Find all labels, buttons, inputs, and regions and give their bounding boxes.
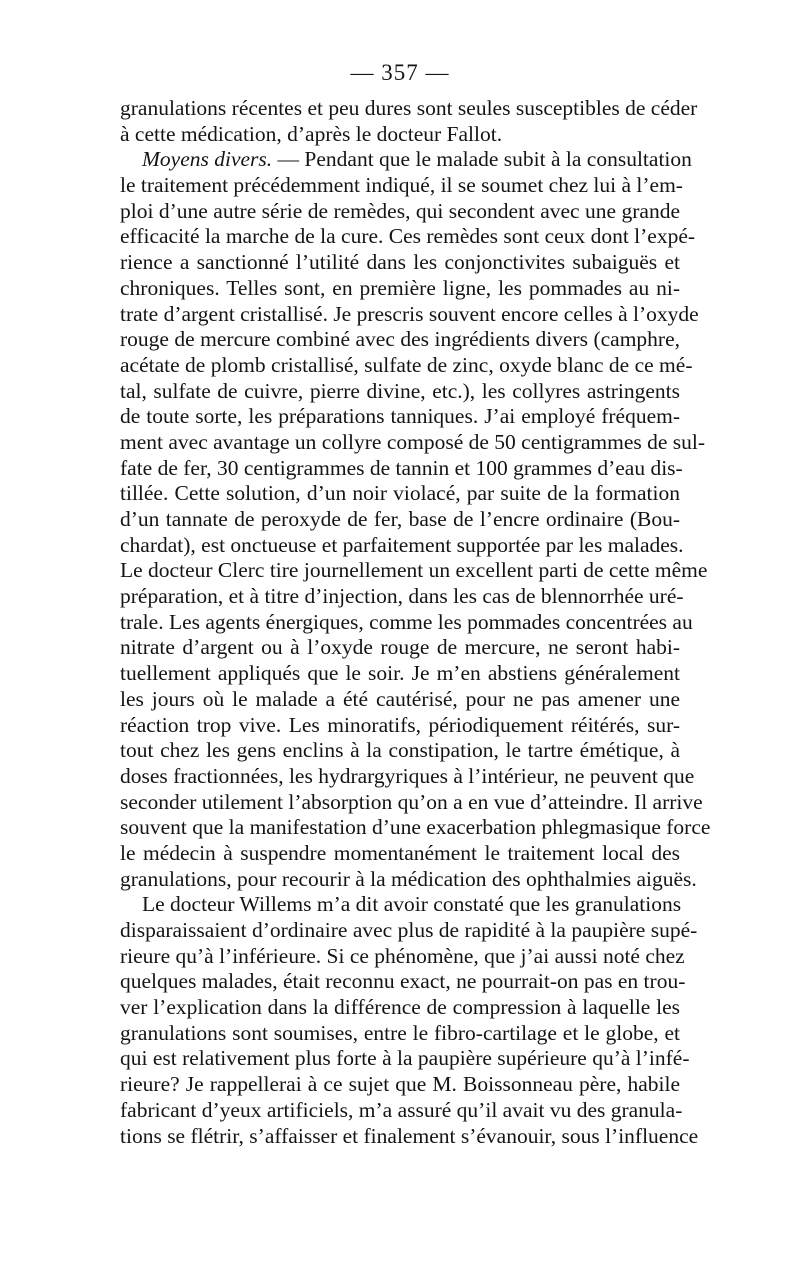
text-line: disparaissaient d’ordinaire avec plus de rapidité à la paupière supé- <box>120 918 698 942</box>
text-line: granulations récentes et peu dures sont seules susceptibles de céder <box>120 96 698 120</box>
text-line: efficacité la marche de la cure. Ces remèdes sont ceux dont l’expé- <box>120 224 696 249</box>
text-line: seconder utilement l’absorption qu’on a en vue d’atteindre. Il arrive <box>120 789 703 814</box>
text-line: de toute sorte, les préparations tanniques. J’ai employé fréquem- <box>120 404 680 429</box>
text-line: rience a sanctionné l’utilité dans les conjonctivites subaiguës et <box>120 250 680 275</box>
text-line: tout chez les gens enclins à la constipation, le tartre émétique, à <box>120 738 680 763</box>
text-line: quelques malades, était reconnu exact, ne pourrait-on pas en trou- <box>120 969 686 994</box>
text-line: chardat), est onctueuse et parfaitement supportée par les malades. <box>120 532 684 557</box>
text-line: les jours où le malade a été cautérisé, pour ne pas amener une <box>120 686 680 711</box>
text-line: tions se flétrir, s’affaisser et finalement s’évanouir, sous l’influence <box>120 1123 699 1148</box>
body-text <box>120 96 711 1149</box>
text-line: doses fractionnées, les hydrargyriques à l’intérieur, ne peuvent que <box>120 763 695 788</box>
text-line: tillée. Cette solution, d’un noir violacé, par suite de la formation <box>120 481 680 506</box>
text-line: granulations sont soumises, entre le fibro-cartilage et le globe, et <box>120 1020 680 1045</box>
text-line: Le docteur Clerc tire journellement un excellent parti de cette même <box>120 558 708 583</box>
text-line: tuellement appliqués que le soir. Je m’en abstiens généralement <box>120 661 680 686</box>
text-run: — Pendant que le malade subit à la consultation <box>272 147 692 172</box>
text-line: ploi d’une autre série de remèdes, qui secondent avec une grande <box>120 198 680 223</box>
text-line: chroniques. Telles sont, en première ligne, les pommades au ni- <box>120 275 680 300</box>
text-line: ment avec avantage un collyre composé de 50 centigrammes de sul- <box>120 429 706 454</box>
section-lead: Moyens divers. <box>142 147 273 172</box>
text-line: rieure? Je rappellerai à ce sujet que M. Boissonneau père, habile <box>120 1072 680 1097</box>
text-line: le traitement précédemment indiqué, il se soumet chez lui à l’em- <box>120 173 683 198</box>
text-line: souvent que la manifestation d’une exacerbation phlegmasique force <box>120 815 711 840</box>
text-line: rouge de mercure combiné avec des ingrédients divers (camphre, <box>120 327 680 352</box>
text-line: réaction trop vive. Les minoratifs, périodiquement réitérés, sur- <box>120 712 680 737</box>
text-line: tal, sulfate de cuivre, pierre divine, etc.), les collyres astringents <box>120 378 680 403</box>
text-line: trale. Les agents énergiques, comme les pommades concentrées au <box>120 609 693 634</box>
text-line: nitrate d’argent ou à l’oxyde rouge de mercure, ne seront habi- <box>120 635 680 660</box>
text-line: qui est relativement plus forte à la paupière supérieure qu’à l’infé- <box>120 1046 690 1071</box>
text-line: à cette médication, d’après le docteur Fallot. <box>120 121 503 146</box>
text-line: trate d’argent cristallisé. Je prescris souvent encore celles à l’oxyde <box>120 301 699 326</box>
text-line: acétate de plomb cristallisé, sulfate de zinc, oxyde blanc de ce mé- <box>120 352 693 377</box>
text-line: fabricant d’yeux artificiels, m’a assuré qu’il avait vu des granula- <box>120 1097 683 1122</box>
text-line <box>120 147 692 173</box>
text-line: le médecin à suspendre momentanément le traitement local des <box>120 840 680 865</box>
text-line: Le docteur Willems m’a dit avoir constaté que les granulations <box>142 892 682 917</box>
text-line: rieure qu’à l’inférieure. Si ce phénomène, que j’ai aussi noté chez <box>120 943 685 968</box>
text-line: granulations, pour recourir à la médication des ophthalmies aiguës. <box>120 866 697 891</box>
text-line: ver l’explication dans la différence de compression à laquelle les <box>120 995 680 1020</box>
page-number: — 357 — <box>350 60 450 85</box>
text-line: fate de fer, 30 centigrammes de tannin et 100 grammes d’eau dis- <box>120 455 683 480</box>
text-line: préparation, et à titre d’injection, dans les cas de blennorrhée uré- <box>120 584 684 609</box>
text-line: d’un tannate de peroxyde de fer, base de l’encre ordinaire (Bou- <box>120 507 680 531</box>
